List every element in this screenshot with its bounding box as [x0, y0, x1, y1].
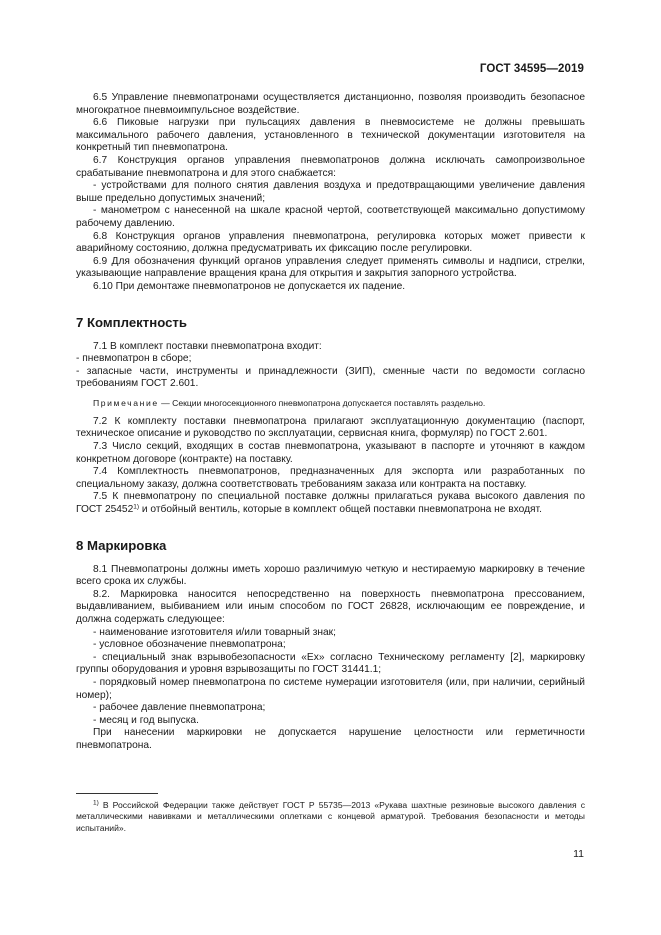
- footnote-marker: 1): [93, 799, 99, 807]
- list-item-8-2-b: - условное обозначение пневмопатрона;: [93, 639, 286, 651]
- note: [76, 398, 585, 409]
- list-item-6-7-b: - манометром с нанесенной на шкале красной чертой, соответствующей максимально допустимому рабочему давлению.: [76, 205, 585, 229]
- paragraph-6-6: 6.6 Пиковые нагрузки при пульсациях давления в пневмосистеме не должны превышать максимального рабочего давления, установленного в технической документации изготовителя на конкретный тип пневмопатрона.: [76, 117, 585, 154]
- paragraph-7-5: [76, 491, 585, 516]
- paragraph-7-4: 7.4 Комплектность пневмопатронов, предназначенных для экспорта или разработанных по специальному заказу, должна соответствовать требованиям заказа или контракта на поставку.: [76, 466, 585, 490]
- paragraph-8-2: 8.2. Маркировка наносится непосредственно на поверхность пневмопатрона прессованием, выдавливанием, выбиванием или иным способом по ГОСТ 26828, исключающим ее повреждение, и должна содержать следующее:: [76, 588, 585, 625]
- list-item-6-7-a: - устройствами для полного снятия давления воздуха и предотвращающими увеличение давления выше предельно допустимых значений;: [76, 180, 585, 204]
- paragraph-7-2: 7.2 К комплекту поставки пневмопатрона прилагают эксплуатационную документацию (паспорт, техническое описание и руководство по эксплуатации, сервисная книга, формуляр) по ГОСТ 2.601.: [76, 415, 585, 440]
- list-item-8-2-f: - месяц и год выпуска.: [93, 714, 199, 726]
- footnote-divider: [76, 793, 158, 794]
- paragraph-6-5: 6.5 Управление пневмопатронами осуществляется дистанционно, позволяя производить безопасное многократное пневмоимпульсное воздействие.: [76, 92, 585, 116]
- list-item-7-1-b: - запасные части, инструменты и принадлежности (ЗИП), сменные части по ведомости согласно требованиям ГОСТ 2.601.: [76, 365, 585, 390]
- list-item-8-2-e: - рабочее давление пневмопатрона;: [93, 702, 266, 714]
- list-item-7-1-a: - пневмопатрон в сборе;: [76, 353, 192, 365]
- list-item-8-2-d: - порядковый номер пневмопатрона по системе нумерации изготовителя (или, при наличии, серийный номер);: [76, 676, 585, 701]
- footnote-text: В Российской Федерации также действует ГОСТ Р 55735—2013 «Рукава шахтные резиновые высокого давления с металлическими навивками и металлическими оплетками с концевой арматурой. Требования безопасности и методы испытаний».: [76, 800, 585, 833]
- paragraph-6-8: 6.8 Конструкция органов управления пневмопатрона, регулировка которых может привести к аварийному состоянию, должна предусматривать их фиксацию после регулировки.: [76, 230, 585, 255]
- paragraph-7-1: 7.1 В комплект поставки пневмопатрона входит:: [93, 340, 322, 352]
- list-item-8-2-a: - наименование изготовителя и/или товарный знак;: [93, 626, 336, 638]
- paragraph-8-1: 8.1 Пневмопатроны должны иметь хорошо различимую четкую и нестираемую маркировку в течение всего срока их службы.: [76, 563, 585, 588]
- page-number: 11: [573, 848, 584, 860]
- paragraph-6-7: 6.7 Конструкция органов управления пневмопатронов должна исключать самопроизвольное срабатывание пневмопатрона и для этого снабжается:: [76, 154, 585, 179]
- document-id-header: ГОСТ 34595—2019: [479, 63, 584, 75]
- paragraph-7-3: 7.3 Число секций, входящих в состав пневмопатрона, указывают в паспорте и уточняют в каждом конкретном договоре (контракте) на поставку.: [76, 441, 585, 465]
- section-7-title: 7 Комплектность: [76, 314, 187, 330]
- paragraph-7-5-text: 7.5 К пневмопатрону по специальной поставке должны прилагаться рукава высокого давления по ГОСТ 25452: [76, 491, 585, 516]
- footnote-ref-1: 1): [133, 503, 140, 511]
- main-content: [76, 92, 585, 753]
- paragraph-7-5-text-end: и отбойный вентиль, которые в комплект общей поставки пневмопатрона не входят.: [139, 504, 542, 516]
- section-8-title: 8 Маркировка: [76, 537, 167, 553]
- note-label: Примечание: [93, 397, 159, 408]
- paragraph-6-9: 6.9 Для обозначения функций органов управления следует применять символы и надписи, стрелки, указывающие направление вращения крана для открытия и закрытия запорного устройства.: [76, 255, 585, 280]
- note-text: — Секции многосекционного пневмопатрона допускается поставлять раздельно.: [158, 397, 486, 408]
- paragraph-6-10: 6.10 При демонтаже пневмопатронов не допускается их падение.: [93, 280, 406, 292]
- footnote: [76, 800, 585, 834]
- paragraph-8-end: При нанесении маркировки не допускается нарушение целостности или герметичности пневмопатрона.: [76, 727, 585, 751]
- list-item-8-2-c: - специальный знак взрывобезопасности «Ex» согласно Техническому регламенту [2], маркировку группы оборудования и уровня взрывозащиты по ГОСТ 31441.1;: [76, 651, 585, 676]
